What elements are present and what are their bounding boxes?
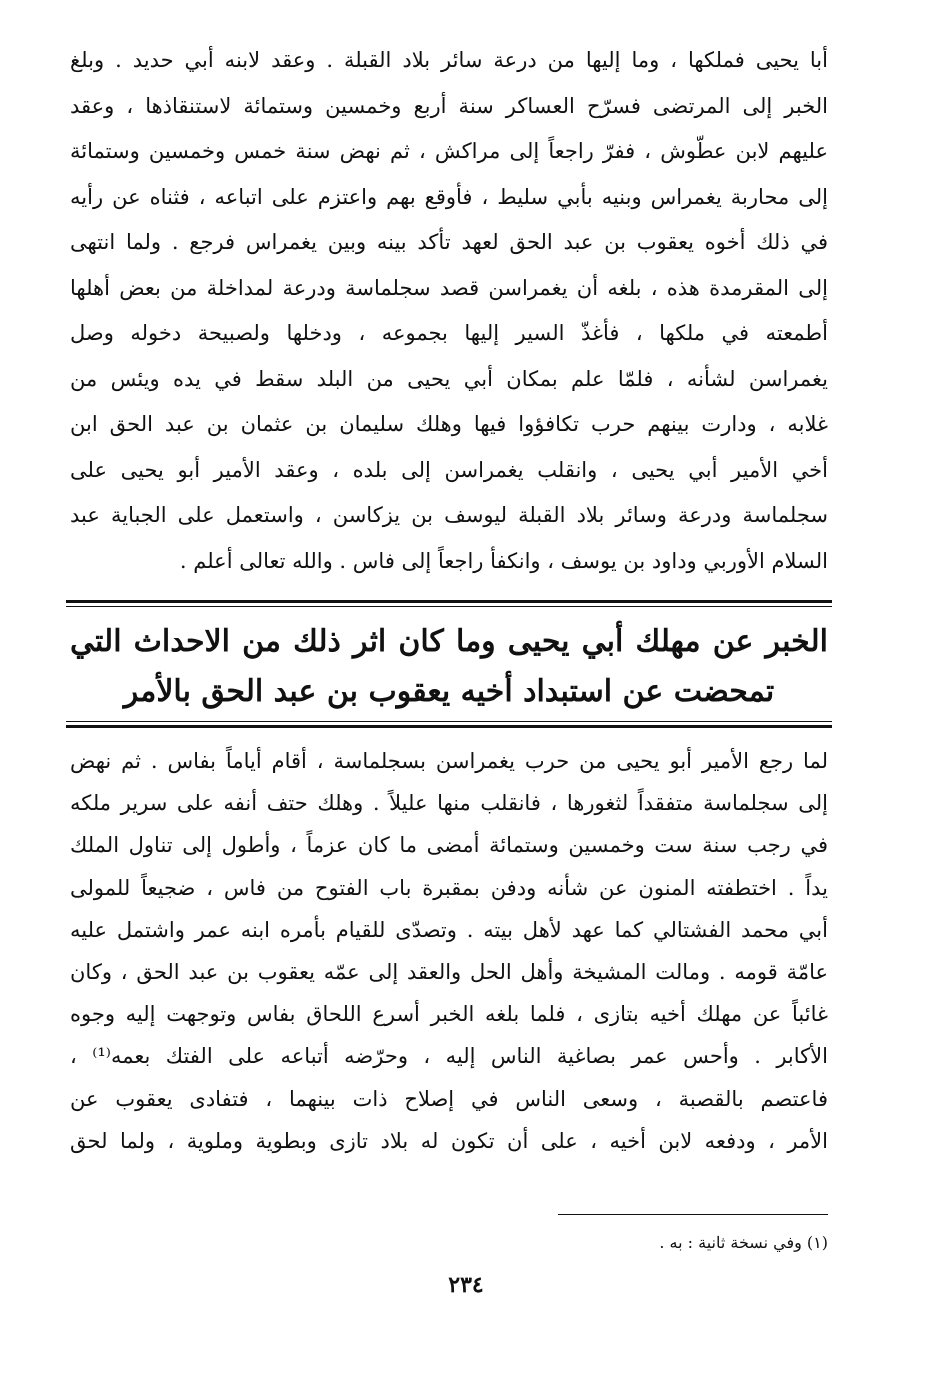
thin-rule xyxy=(66,606,832,607)
text-line: في ذلك أخوه يعقوب بن عبد الحق لعهد تأكد بينه وبين يغمراس فرجع . ولما انتهى xyxy=(70,230,828,254)
thick-rule xyxy=(66,725,832,728)
text-line: الخبر إلى المرتضى فسرّح العساكر سنة أربع وخمسين وستمائة لاستنقاذها ، وعقد xyxy=(70,93,828,118)
text-line: سجلماسة ودرعة وسائر بلاد القبلة ليوسف بن يزكاسن ، واستعمل على الجباية عبد xyxy=(70,503,828,527)
text-line: لما رجع الأمير أبو يحيى من حرب يغمراسن بسجلماسة ، أقام أياماً بفاس . ثم نهض xyxy=(70,749,828,773)
text-line: السلام الأوربي وداود بن يوسف ، وانكفأ راجعاً إلى فاس . والله تعالى أعلم . xyxy=(179,548,828,573)
heading-line-2: تمحضت عن استبداد أخيه يعقوب بن عبد الحق بالأمر xyxy=(123,674,775,709)
text-line: في رجب سنة ست وخمسين وستمائة أمضى ما كان عزماً ، وأطول إلى تناول الملك xyxy=(70,833,828,858)
text-line: يغمراسن لشأنه ، فلمّا علم بمكان أبي يحيى من البلد سقط في يده ويئس من xyxy=(70,366,828,391)
text-line: عليهم لابن عطّوش ، ففرّ راجعاً إلى مراكش ، ثم نهض سنة خمس وخمسين وستمائة xyxy=(70,139,828,163)
footnote-rule xyxy=(558,1214,828,1215)
text-line: أطمعته في ملكها ، فأغذّ السير إليها بجموعه ، ودخلها ولصبيحة دخوله وصل xyxy=(70,321,828,345)
text-line: عامّة قومه . ومالت المشيخة وأهل الحل والعقد إلى عمّه يعقوب بن عبد الحق ، وكان xyxy=(70,959,828,984)
text-line: إلى المقرمدة هذه ، بلغه أن يغمراسن قصد سجلماسة ودرعة لمداخلة من بعض أهلها xyxy=(70,275,828,300)
text-line: غائباً عن مهلك أخيه بتازى ، فلما بلغه الخبر أسرع اللحاق بفاس وتوجهت إليه وجوه xyxy=(70,1002,828,1027)
text-line: إلى سجلماسة متفقداً لثغورها ، فانقلب منها عليلاً . وهلك حتف أنفه على سرير ملكه xyxy=(70,791,828,816)
main-paragraph xyxy=(70,740,828,1162)
heading-bottom-rule xyxy=(66,721,832,728)
text-line: يداً . اختطفته المنون عن شأنه ودفن بمقبرة باب الفتوح من فاس ، ضجيعاً للمولى xyxy=(70,875,828,900)
text-line: الأمر ، ودفعه لابن أخيه ، على أن تكون له بلاد تازى وبطوية وملوية ، ولما لحق xyxy=(70,1128,828,1153)
text-line: أخي الأمير أبي يحيى ، وانقلب يغمراسن إلى بلده ، وعقد الأمير أبو يحيى على xyxy=(70,457,828,482)
text-line: أبا يحيى فملكها ، وما إليها من درعة سائر بلاد القبلة . وعقد لابنه أبي حديد . وبلغ xyxy=(70,48,828,72)
page-number: ٢٣٤ xyxy=(448,1272,484,1298)
footnote: (١) وفي نسخة ثانية : به . xyxy=(659,1233,828,1252)
text-line: فاعتصم بالقصبة ، وسعى الناس في إصلاح ذات بينهما ، فتفادى يعقوب عن xyxy=(70,1086,828,1111)
text-line: أبي محمد الفشتالي كما عهد لأهل بيته . وتصدّى للقيام بأمره ابنه عمر واشتمل عليه xyxy=(70,917,828,942)
book-page xyxy=(70,38,828,1252)
thin-rule xyxy=(66,721,832,722)
heading-line-1: الخبر عن مهلك أبي يحيى وما كان اثر ذلك من الاحداث التي xyxy=(70,624,828,659)
top-paragraph xyxy=(70,38,828,584)
text-line: الأكابر . وأحس عمر بصاغية الناس إليه ، وحرّضه أتباعه على الفتك بعمه⁽¹⁾ ، xyxy=(70,1044,828,1069)
thick-rule xyxy=(66,600,832,603)
heading-top-rule xyxy=(66,600,832,607)
text-line: إلى محاربة يغمراس وبنيه بأبي سليط ، فأوقع بهم واعتزم على اتباعه ، فثناه عن رأيه xyxy=(70,184,828,209)
section-heading xyxy=(70,617,828,717)
text-line: غلابه ، ودارت بينهم حرب تكافؤوا فيها وهلك سليمان بن عثمان بن عبد الحق ابن xyxy=(70,412,828,436)
